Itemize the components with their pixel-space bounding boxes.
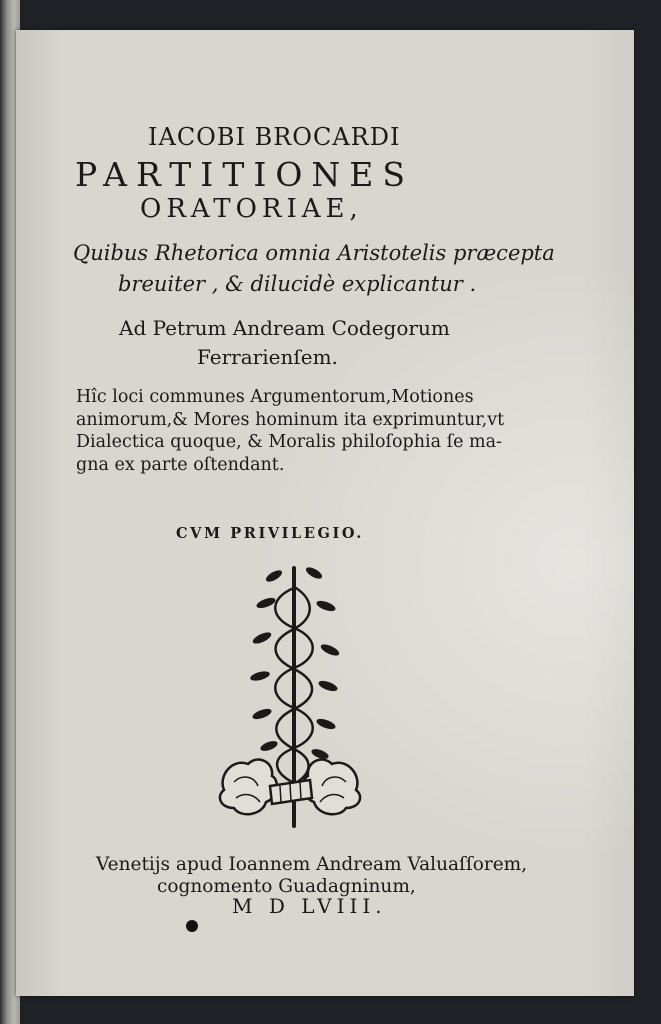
privilege-notice: CVM PRIVILEGIO. (176, 525, 364, 542)
description-paragraph (76, 386, 504, 476)
ink-blot (186, 920, 198, 932)
publication-year: M D LVIII. (232, 894, 387, 918)
description-line: Dialectica quoque, & Moralis philoſophia ſe ma- (76, 432, 502, 452)
dedication-line-1: Ad Petrum Andream Codegorum (119, 316, 450, 340)
description-line: Hîc loci communes Argumentorum,Motiones (76, 387, 474, 407)
imprint-line-2: cognomento Guadagninum, (157, 876, 416, 897)
dedication-line-2: Ferrarienſem. (197, 345, 338, 369)
subtitle-line-1: Quibus Rhetorica omnia Aristotelis præcepta (73, 241, 555, 265)
imprint-line-1: Venetijs apud Ioannem Andream Valuaſſorem, (96, 854, 528, 875)
description-line: animorum,& Mores hominum ita exprimuntur,vt (76, 409, 505, 430)
subtitle-line-2: breuiter , & dilucidè explicantur . (118, 272, 477, 296)
book-title-line-2: ORATORIAE, (140, 194, 363, 224)
title-page (16, 30, 634, 996)
author-name: IACOBI BROCARDI (148, 123, 401, 151)
description-line: gna ex parte oſtendant. (76, 454, 285, 475)
book-title-line-1: PARTITIONES (75, 155, 414, 194)
caduceus-printers-device-icon (214, 558, 366, 830)
